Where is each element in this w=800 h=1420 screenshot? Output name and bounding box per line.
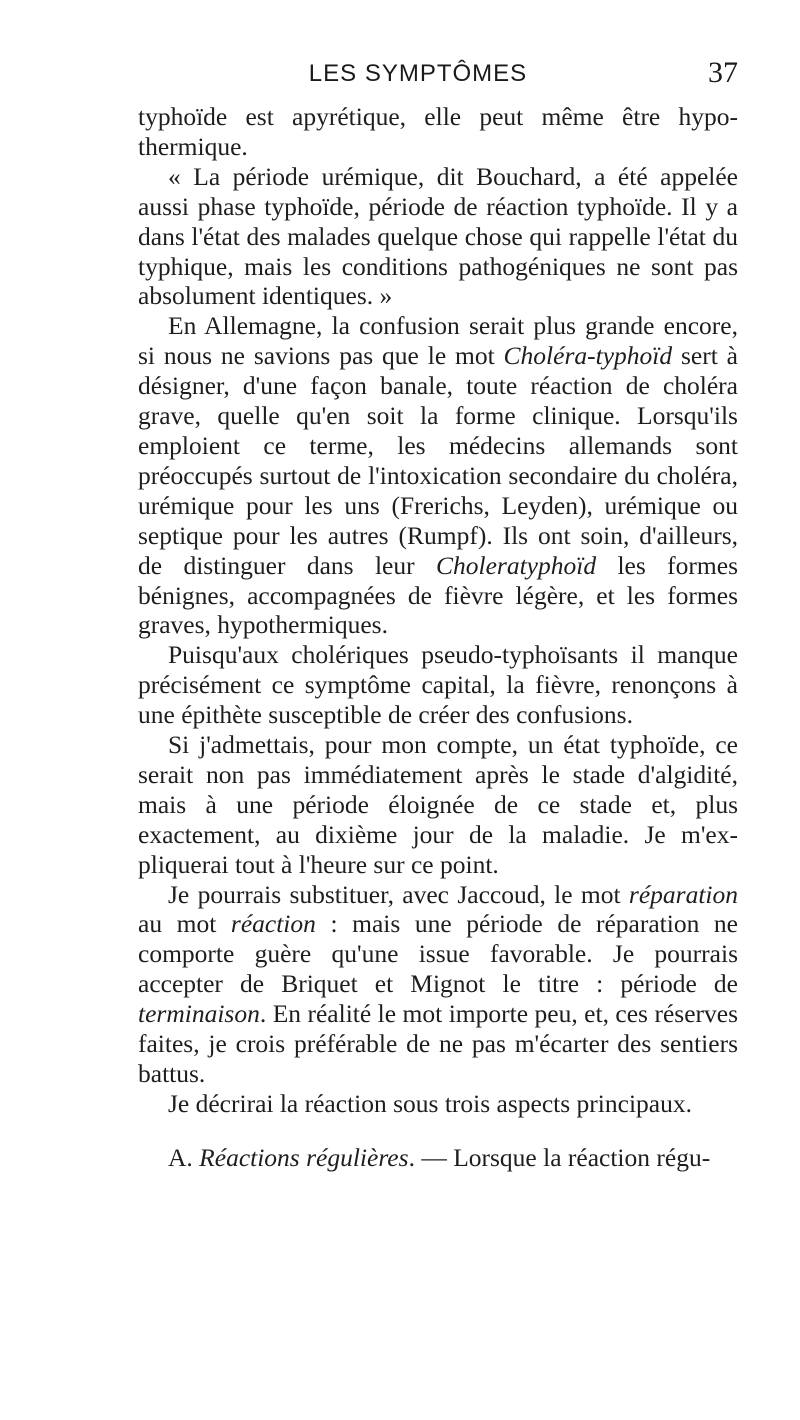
italic-term: Choleratyphoïd: [436, 550, 597, 580]
body-text: [138, 102, 738, 1173]
italic-term: terminaison: [138, 999, 260, 1029]
section-title: Réactions régulières: [199, 1142, 409, 1172]
text-segment: Je décrirai la réaction sous trois aspects principaux.: [168, 1088, 692, 1118]
running-head: [138, 56, 738, 90]
running-title: LES SYMPTÔMES: [308, 60, 528, 87]
text-segment: Je pourrais substituer, avec Jaccoud, le mot: [168, 879, 629, 909]
italic-term: réaction: [230, 909, 316, 939]
text-segment: . En réalité le mot importe peu, et, ces réserves faites, je crois préférable de ne pas m'écarter des sentiers battus.: [138, 999, 738, 1088]
text-segment: : mais une période de réparation ne comporte guère qu'une issue favorable. Je pourrais accepter de Briquet et Mignot le titre : période de: [138, 909, 738, 999]
paragraph-allemagne: [138, 311, 738, 640]
italic-term: Choléra-typhoïd: [503, 341, 673, 371]
paragraph-trois-aspects: [138, 1089, 738, 1119]
text-segment: les formes bénignes, accompagnées de fièvre légère, et les formes graves, hypothermiques.: [138, 550, 738, 640]
text-segment: En Allemagne, la confusion serait plus grande encore, si nous ne savions pas que le mot: [138, 311, 738, 371]
section-heading-reactions-regulieres: [138, 1143, 738, 1173]
text-segment: . — Lorsque la réaction régu-: [408, 1142, 711, 1172]
text-segment: « La période urémique, dit Bouchard, a été appelée aussi phase typhoïde, période de réaction typhoïde. Il y a dans l'état des malades quelque chose qui rappelle l'état du typhique, mais les conditions pathogéniques ne sont pas absolument identiques. »: [138, 161, 738, 311]
section-label: A.: [168, 1142, 200, 1172]
paragraph-etat-typhoide: [138, 730, 738, 880]
italic-term: réparation: [628, 879, 738, 909]
text-segment: Si j'admettais, pour mon compte, un état typhoïde, ce serait non pas immédiatement après le stade d'algidité, mais à une période éloignée de ce stade et, plus exactement, au dixième jour de la maladie. Je m'expliquerai tout à l'heure sur ce point.: [138, 730, 738, 879]
page-number: 37: [708, 56, 738, 89]
paragraph-bouchard-quote: [138, 162, 738, 312]
text-segment: sert à désigner, d'une façon banale, toute réaction de choléra grave, quelle qu'en soit la forme clinique. Lorsqu'ils emploient ce terme, les médecins allemands sont préoccupés surtout de l'intoxication secondaire du choléra, urémique pour les uns (Frerichs, Leyden), urémique ou septique pour les autres (Rumpf). Ils ont soin, d'ailleurs, de distinguer dans leur: [138, 341, 738, 580]
text-segment: typhoïde est apyrétique, elle peut même être hypothermique.: [138, 102, 738, 161]
paragraph-pseudo-typhoisants: [138, 640, 738, 730]
paragraph-jaccoud: [138, 880, 738, 1089]
text-segment: au mot: [138, 909, 231, 939]
text-segment: Puisqu'aux cholériques pseudo-typhoïsants il manque précisément ce symptôme capital, la fièvre, renonçons à une épithète susceptible de créer des confusions.: [138, 640, 738, 730]
paragraph-continuation: [138, 102, 738, 162]
